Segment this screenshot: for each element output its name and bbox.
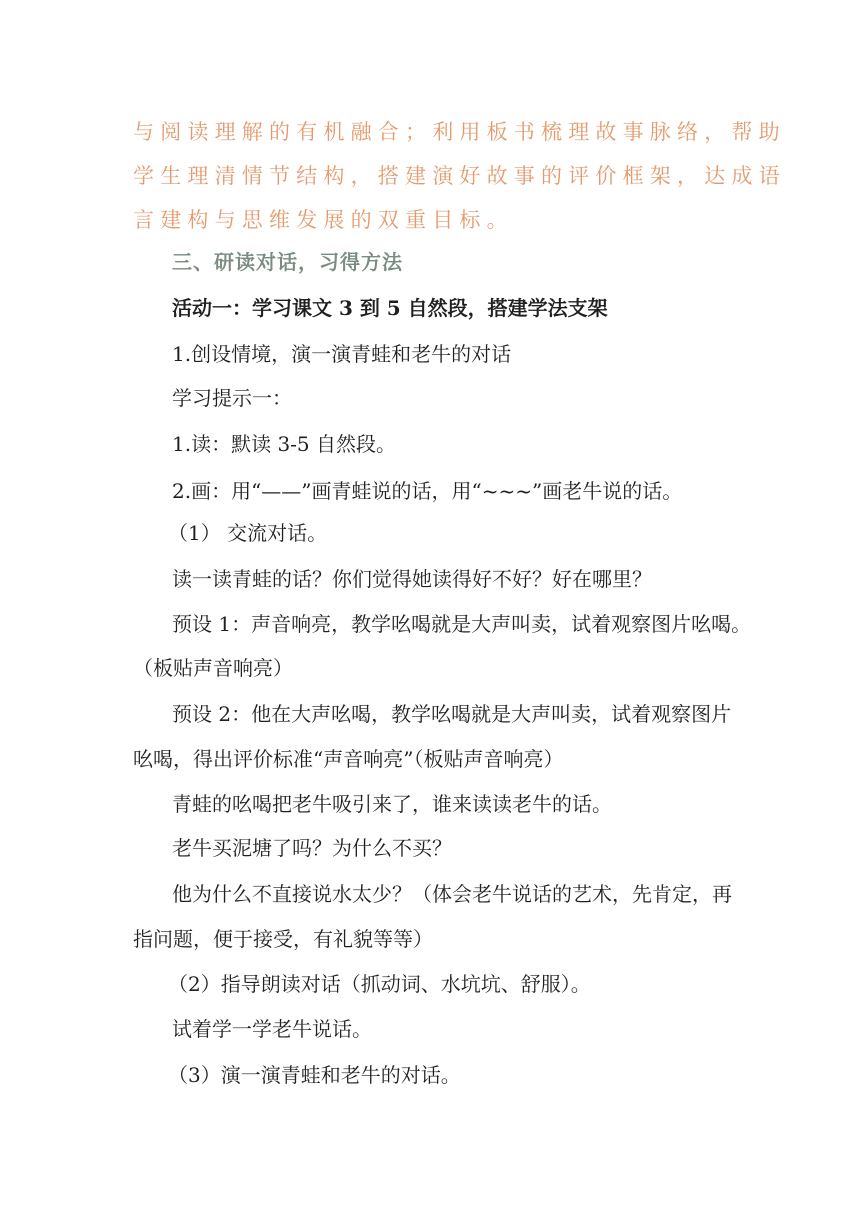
lead-line: 学生理清情节结构，搭建演好故事的评价框架，达成语 bbox=[133, 164, 786, 188]
tip-item-1: 1.读：默读 3-5 自然段。 bbox=[172, 432, 397, 456]
lead-line: 言建构与思维发展的双重目标。 bbox=[133, 208, 514, 232]
why-line-1: 他为什么不直接说水太少？（体会老牛说话的艺术，先肯定，再 bbox=[172, 882, 732, 906]
sub-step-1: （1） 交流对话。 bbox=[168, 521, 328, 545]
sub-step-2: （2）指导朗读对话（抓动词、水坑坑、舒服）。 bbox=[168, 972, 591, 996]
try-line: 试着学一学老牛说话。 bbox=[172, 1017, 372, 1041]
tip-title: 学习提示一： bbox=[172, 386, 292, 410]
buy-question: 老牛买泥塘了吗？为什么不买？ bbox=[172, 836, 452, 860]
step-1: 1.创设情境，演一演青蛙和老牛的对话 bbox=[172, 342, 512, 366]
frog-line: 青蛙的吆喝把老牛吸引来了，谁来读读老牛的话。 bbox=[172, 792, 612, 816]
question-1: 读一读青蛙的话？你们觉得她读得好不好？好在哪里？ bbox=[172, 567, 652, 591]
why-line-2: 指问题，便于接受，有礼貌等等） bbox=[133, 927, 433, 951]
preset-2-line-2: 吆喝，得出评价标准“声音响亮”（板贴声音响亮） bbox=[133, 747, 564, 771]
preset-1-line-1: 预设 1：声音响亮，教学吆喝就是大声叫卖，试着观察图片吆喝。 bbox=[172, 612, 752, 636]
lead-line: 与阅读理解的有机融合；利用板书梳理故事脉络，帮助 bbox=[133, 120, 786, 144]
lead-paragraph bbox=[133, 110, 786, 242]
preset-1-line-2: （板贴声音响亮） bbox=[133, 656, 293, 680]
sub-step-3: （3）演一演青蛙和老牛的对话。 bbox=[168, 1063, 461, 1087]
preset-2-line-1: 预设 2：他在大声吆喝，教学吆喝就是大声叫卖，试着观察图片 bbox=[172, 702, 732, 726]
tip-item-2: 2.画：用“——”画青蛙说的话，用“~~~”画老牛说的话。 bbox=[172, 479, 683, 503]
activity-title: 活动一：学习课文 3 到 5 自然段，搭建学法支架 bbox=[172, 296, 608, 320]
section-heading: 三、研读对话，习得方法 bbox=[172, 250, 403, 274]
